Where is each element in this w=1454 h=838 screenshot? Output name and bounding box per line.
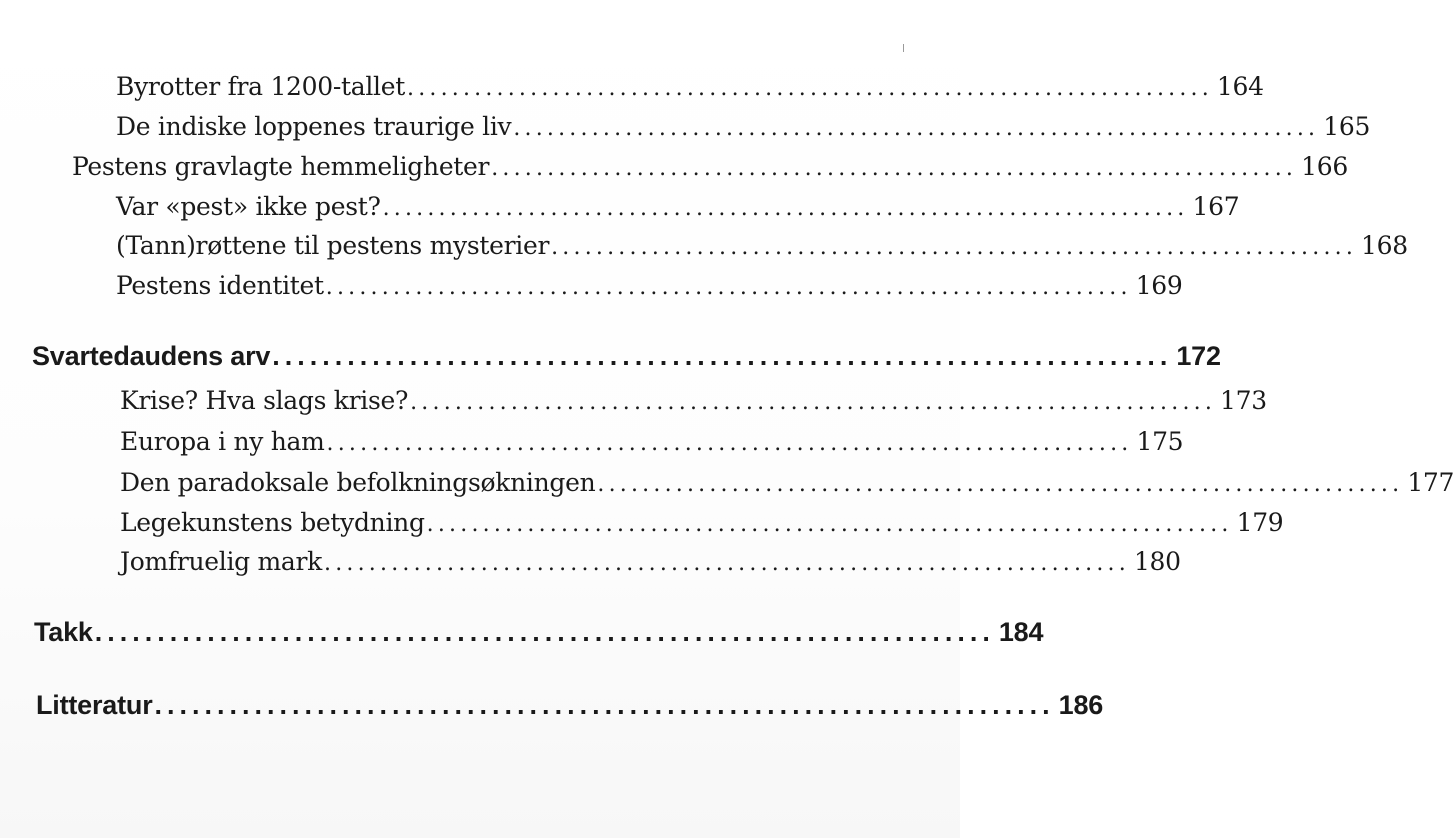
dot-leader: ........................................................................ [407, 76, 1213, 101]
toc-entry-title: Pestens gravlagte hemmeligheter [72, 152, 490, 181]
toc-entry [116, 271, 1183, 300]
toc-chapter-page: 186 [1058, 690, 1104, 720]
dot-leader: ........................................................................ [513, 116, 1320, 141]
toc-entry-title: (Tann)røttene til pestens mysterier [116, 231, 550, 260]
toc-entry-title: Var «pest» ikke pest? [116, 192, 381, 221]
toc-entry-page: 180 [1133, 547, 1181, 576]
toc-entry-page: 166 [1301, 152, 1348, 181]
toc-entry [116, 192, 1240, 221]
dot-leader: ........................................................................ [426, 512, 1233, 537]
toc-chapter-page: 184 [998, 617, 1044, 647]
toc-entry-page: 168 [1361, 231, 1408, 260]
toc-entry-page: 165 [1323, 112, 1371, 141]
toc-entry-title: Krise? Hva slags krise? [120, 386, 409, 415]
toc-entry-page: 173 [1220, 386, 1267, 415]
toc-chapter-page: 172 [1176, 341, 1221, 371]
toc-entry-title: Pestens identitet [116, 271, 324, 300]
toc-entry-title: Byrotter fra 1200-tallet [116, 72, 405, 101]
toc-entry [116, 112, 1371, 141]
toc-entry [120, 468, 1454, 497]
toc-entry [72, 152, 1348, 181]
toc-chapter-title: Svartedaudens arv [32, 341, 271, 371]
toc-entry [120, 508, 1284, 537]
toc-entry-page: 164 [1216, 72, 1264, 101]
toc-entry-page: 179 [1236, 508, 1284, 537]
toc-entry [120, 547, 1181, 576]
dot-leader: ........................................................................ [94, 617, 995, 647]
page-edge-mark [903, 44, 904, 52]
dot-leader: ........................................................................ [325, 275, 1132, 300]
toc-entry-title: Jomfruelig mark [120, 547, 323, 576]
toc-entry-page: 169 [1135, 271, 1183, 300]
toc-entry [120, 386, 1267, 415]
toc-entry-page: 167 [1192, 192, 1240, 221]
toc-chapter [32, 341, 1221, 372]
dot-leader: ........................................................................ [551, 235, 1358, 260]
toc-entry-title: Europa i ny ham [120, 427, 325, 456]
toc-chapter [34, 617, 1044, 648]
toc-entry-title: Den paradoksale befolkningsøkningen [120, 468, 596, 497]
dot-leader: ........................................................................ [382, 196, 1189, 221]
toc-entry [116, 72, 1264, 101]
toc-entry [120, 427, 1184, 456]
dot-leader: ........................................................................ [324, 551, 1130, 576]
dot-leader: ........................................................................ [597, 472, 1404, 497]
toc-entry-page: 177 [1407, 468, 1454, 497]
toc-chapter-title: Takk [34, 617, 93, 647]
toc-chapter-title: Litteratur [36, 690, 153, 720]
toc-entry-title: Legekunstens betydning [120, 508, 425, 537]
dot-leader: ........................................................................ [410, 390, 1217, 415]
dot-leader: ........................................................................ [491, 156, 1298, 181]
toc-entry-page: 175 [1136, 427, 1184, 456]
toc-entry-title: De indiske loppenes traurige liv [116, 112, 512, 141]
dot-leader: ........................................................................ [326, 431, 1133, 456]
dot-leader: ........................................................................ [272, 341, 1173, 371]
toc-chapter [36, 690, 1104, 721]
toc-entry [116, 231, 1408, 260]
dot-leader: ........................................................................ [154, 690, 1055, 720]
